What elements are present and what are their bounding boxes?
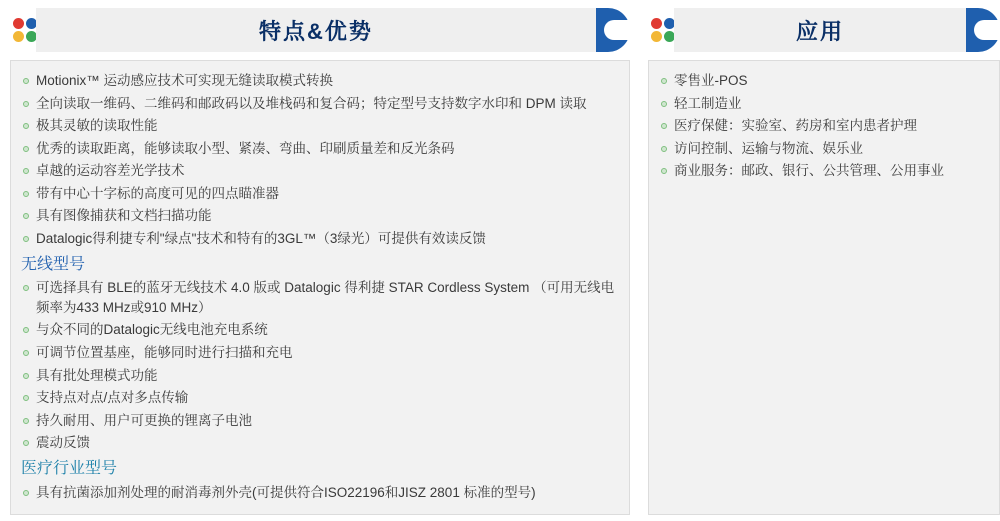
list-item: 极其灵敏的读取性能 bbox=[21, 116, 617, 136]
features-banner bbox=[10, 8, 630, 52]
applications-column bbox=[648, 8, 1000, 515]
applications-content-box bbox=[648, 60, 1000, 515]
list-item: Datalogic得利捷专利"绿点"技术和特有的3GL™（3绿光）可提供有效读反馈 bbox=[21, 229, 617, 249]
features-title: 特点&优势 bbox=[259, 18, 373, 44]
dot-red-icon bbox=[651, 18, 662, 29]
features-banner-body bbox=[36, 8, 596, 52]
list-item: 零售业-POS bbox=[659, 71, 987, 91]
features-column bbox=[10, 8, 630, 515]
medical-models-heading: 医疗行业型号 bbox=[21, 459, 118, 477]
features-list bbox=[21, 71, 617, 249]
dot-row-top bbox=[650, 17, 676, 30]
features-content-box bbox=[10, 60, 630, 515]
banner-dots-left bbox=[10, 8, 36, 52]
list-item: 商业服务：邮政、银行、公共管理、公用事业 bbox=[659, 161, 987, 181]
banner-tail-notch bbox=[604, 20, 630, 40]
list-item: 与众不同的Datalogic无线电池充电系统 bbox=[21, 320, 617, 340]
banner-dots-right bbox=[648, 8, 674, 52]
list-item: 具有抗菌添加剂处理的耐消毒剂外壳(可提供符合ISO22196和JISZ 2801 标准的型号) bbox=[21, 483, 617, 503]
list-item: 轻工制造业 bbox=[659, 94, 987, 114]
wireless-models-heading: 无线型号 bbox=[21, 255, 86, 273]
dot-yellow-icon bbox=[13, 31, 24, 42]
list-item: 优秀的读取距离，能够读取小型、紧凑、弯曲、印刷质量差和反光条码 bbox=[21, 139, 617, 159]
list-item: Motionix™ 运动感应技术可实现无缝读取模式转换 bbox=[21, 71, 617, 91]
list-item: 持久耐用、用户可更换的锂离子电池 bbox=[21, 411, 617, 431]
applications-banner bbox=[648, 8, 1000, 52]
list-item: 访问控制、运输与物流、娱乐业 bbox=[659, 139, 987, 159]
list-item: 震动反馈 bbox=[21, 433, 617, 453]
list-item: 可选择具有 BLE的蓝牙无线技术 4.0 版或 Datalogic 得利捷 STAR Cordless System （可用无线电频率为433 MHz或910 MHz） bbox=[21, 278, 617, 317]
list-item: 具有图像捕获和文档扫描功能 bbox=[21, 206, 617, 226]
list-item: 带有中心十字标的高度可见的四点瞄准器 bbox=[21, 184, 617, 204]
applications-title: 应用 bbox=[795, 18, 844, 44]
list-item: 全向读取一维码、二维码和邮政码以及堆栈码和复合码；特定型号支持数字水印和 DPM 读取 bbox=[21, 94, 617, 114]
dot-row-top bbox=[12, 17, 38, 30]
medical-models-list bbox=[21, 483, 617, 503]
wireless-models-list bbox=[21, 278, 617, 453]
list-item: 具有批处理模式功能 bbox=[21, 366, 617, 386]
list-item: 医疗保健：实验室、药房和室内患者护理 bbox=[659, 116, 987, 136]
dot-yellow-icon bbox=[651, 31, 662, 42]
dot-red-icon bbox=[13, 18, 24, 29]
applications-banner-body bbox=[674, 8, 966, 52]
applications-banner-tail bbox=[966, 8, 1000, 52]
list-item: 支持点对点/点对多点传输 bbox=[21, 388, 617, 408]
banner-tail-notch bbox=[974, 20, 1000, 40]
dot-row-bottom bbox=[12, 30, 38, 43]
list-item: 卓越的运动容差光学技术 bbox=[21, 161, 617, 181]
features-banner-tail bbox=[596, 8, 630, 52]
applications-list bbox=[659, 71, 987, 181]
list-item: 可调节位置基座，能够同时进行扫描和充电 bbox=[21, 343, 617, 363]
dot-row-bottom bbox=[650, 30, 676, 43]
